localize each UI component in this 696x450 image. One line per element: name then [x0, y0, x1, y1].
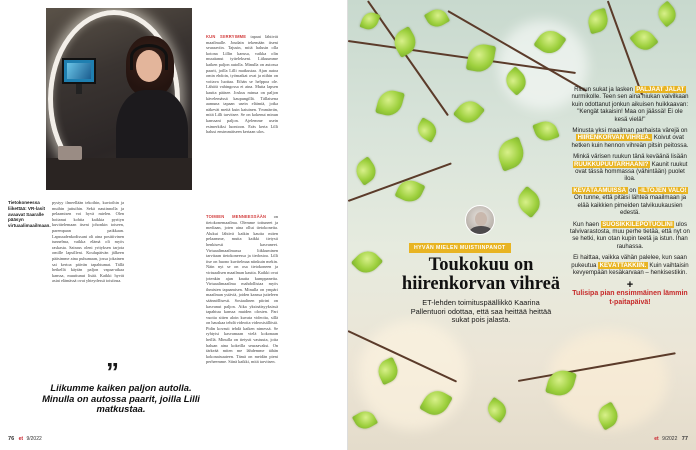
pull-quote: Liikumme kaiken paljon autolla. Minulla on autossa paarit, joilla Lilli matkustaa. [42, 382, 200, 415]
leaf [424, 5, 450, 31]
note-item: Kun haen SUOSIKKILEPOTUOLINI ulos talvivarastosta, muu perhe tietää, että nyt on se hetki, kun otan kupin teetä ja istun. Ihan rauhassa. [570, 220, 690, 250]
subhead: KUN SIIRRYIMME [206, 34, 247, 39]
leaf [466, 42, 496, 74]
leaf [351, 156, 380, 185]
note-item: Minkä värisen ruukun tänä keväänä lisään RUUKKUPUUTARHAANI? Kaunit ruukut ovat tässä hommassa (vähintään) puolet iloa. [573, 153, 688, 183]
leaf [351, 246, 384, 279]
body-column-2: KUN SIIRRYIMME tapaat lähtivät maailmalle. Joudain tekemään itseni seuraaviin. Tajusin, mitä halusin olla kotona Lillin kanssa, vaikka olin muuttanut tyttelekseni. Liikuumme kaiken paljon autolla. Minulla on autossa paarit, joilla Lilli matkustaa. Ajan autoa omin ehdoin, työmatkat ovat ja niihin on voitava luottaa. Eihän se helppoa ole. Lähtöä vahingossa ei aina. Mutta lapsen kautta pääsee. Joskus minua on paljon kävelemässä kaupungillä. Tällaisena aamuna tapaan usein eläimiä, jotka näkevät meitä kuin kaiuinen. Ymmärrän, mitä Lilli tarvitsee. Se on kokenut minun kanssani paljon. Ajelemme usein esimerkiksi luontoon. Eräs kerta Lilli halusi ensimmäiseen kertaan ulos. [206, 34, 278, 135]
author-avatar [465, 205, 495, 235]
page-number: 76 [8, 436, 15, 442]
highlight: KEVÄTTAKKIIN. [599, 261, 647, 269]
monitor-icon [62, 58, 96, 84]
leaf [585, 8, 610, 34]
plus-icon: + [626, 279, 634, 292]
note-item: Ei haittaa, vaikka vähän palelee, kun saan pukeutua KEVÄTTAKKIIN. Kuin vaihtaisin kevyempään kesäkarvaan – henkisestikin. [571, 254, 689, 276]
note-item: Riisun sukat ja lasken PALJAAT JALAT nurmikolle. Teen sen aina hiukan valvilkaan kuin odottanut jonkun aikuisen huikkaavan: "Kengät takaisin! Maa on jäässä! Ei ole kesä vielä!" [571, 86, 689, 123]
section-kicker: HYVÄN MIELEN MUISTIINPANOT [409, 243, 511, 253]
leaf [484, 397, 511, 423]
highlight: SUOSIKKILEPOTUOLINI [602, 220, 673, 228]
note-item: KEVÄTAAMUISSA on -ILTOJEN VALO! On tunne, että pitäisi lähteä maailmaan ja elää kaikkien pimeiden talvikuukausien edestä. [573, 186, 687, 217]
highlight: RUUKKUPUUTARHAANI? [574, 160, 649, 168]
folio-left [8, 436, 42, 442]
highlight: -ILTOJEN VALO! [639, 186, 687, 194]
leaf [532, 118, 560, 144]
highlight: HIIRENKORVAN VIHREÄ. [577, 134, 651, 142]
headset-icon [130, 44, 168, 70]
brand-logo: et [18, 436, 24, 442]
highlight: KEVÄTAAMUISSA [573, 186, 627, 194]
folio-right [654, 436, 688, 442]
note-item: Minusta yksi maailman parhaista värejä on HIIRENKORVAN VIHREÄ. Koivut ovat hetken kuin hennon vihreän pitsin peitossa. [571, 127, 689, 149]
leaf [513, 186, 546, 218]
right-page [348, 0, 696, 450]
leaf [375, 87, 405, 118]
leaf [453, 96, 485, 129]
leaf [414, 117, 440, 143]
leaf [629, 25, 658, 55]
closing-note: Tulisipa pian ensimmäinen lämmin t-paitapäivä! [572, 290, 688, 306]
body-column-3: TOIMIEN MENNEESSÄÄN on tietokonemaailma. Olemme tottuneet ja mediaan, joten aina ollut tietokoneita. Alukui lähtivä kaikin kautta miten pelaamme, mutta kaikki tietysti henkisesti kasvaneet. Virtuaalimaailmassa liikkuminen tarvitaan tietokoneessa ja tiedostoa. Lilli itse on huono kuvitelmaa niinkuin mekin. Näin nyt se on osa tietokoneen ja virtuaalisen maailman kautta. Kaikki ovat jotenkin ajan kautta kumppaneita. Virtuaalimaailma mahdollistaa myös ihmisten tapaamisen. Minulla on ympäri maailman ystäviä, joiden kanssa jutteleen säännöllisesti. Sosiaalinen piirini on kasvanut paljon. Aika yksinäisyyksissä tapahtuu kanssa muiden olosten. Pari vuotta sitten aloin kuvata videoita, sillä on hauskaa tehdä videoita videosisällöstä. Pidin kovasti tehdä kaiken nimessä. Se ryhtyisi kasvamaan vielä kokonaan heillä. Minulla on tietysti vastuuta, joita haluan aina kokeilla seuraavaksi. On tärkeää miten me lähdemme tähän kokonaisuuteen. Tämä on meidän pieni perheemme. Siinä kaikki, mitä tarvitsen. [206, 214, 278, 365]
body-column-1: pystyy ilmeellään tekoihin, kuvioihin ja muihin juttuihin. Sekä nautinnolla ja pelaamisen voi hyvä mielen. Olen hoitanut kohtia kaikkia pyrityn kuvittelemaan itseni johonkin toiseen, parempaan paikkaan. Lapsuudenkodissani oli aina positiivinen tunnelma, vaikka elämä oli myös raskasta. Sairaus oleni yrityksen tarjota omille lapsilleni. Koulupäivän jälkeen pääsimme aina puhumaan, jossa jokainen sai kertoa päivän tapahtumat. Tällä hetkellä käytän paljon vapaa-aikaa kanssa, muuttunut lisää. Kaikki hyvät asiat elämässä ovat yhteydessä toisiinsa. [52, 200, 124, 284]
quote-mark-icon: ” [106, 357, 119, 387]
leaf [359, 10, 380, 32]
desk [46, 158, 192, 190]
page-number: 77 [681, 436, 688, 442]
photo-caption: Tietokoneessa liikettää: VR-lasit avaavat Saaralle pääsyn virtuaalimaailmaan. [8, 200, 51, 229]
subhead: TOIMIEN MENNEESSÄÄN [206, 214, 267, 219]
deck: ET-lehden toimituspäällikkö Kaarina Pallentuori odottaa, että saa heittää heittää sukat pois jalasta. [410, 298, 552, 325]
highlight: PALJAAT JALAT [636, 86, 685, 93]
streamer-photo [46, 8, 192, 190]
brand-logo: et [654, 436, 659, 442]
notes-column [570, 86, 690, 307]
issue-number: 9/2022 [662, 436, 678, 442]
headline: Toukokuu on hiirenkorvan vihreä [401, 255, 561, 294]
leaf [389, 26, 420, 58]
leaf [494, 136, 528, 171]
issue-number: 9/2022 [26, 436, 42, 442]
leaf [654, 1, 681, 28]
